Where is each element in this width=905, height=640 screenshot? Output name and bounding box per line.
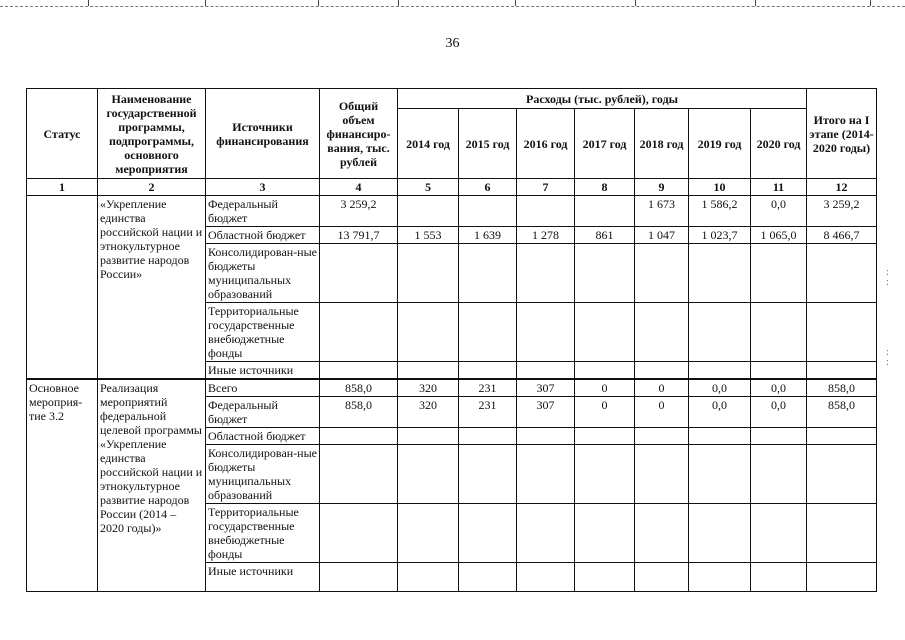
column-number: 2 <box>98 179 206 196</box>
scan-top-rule <box>0 6 905 7</box>
value-cell <box>320 244 398 303</box>
value-cell: 3 259,2 <box>320 196 398 227</box>
value-cell: 1 553 <box>398 227 459 244</box>
scan-tick <box>515 0 516 6</box>
value-cell <box>320 445 398 504</box>
value-cell: 0 <box>635 379 689 397</box>
value-cell <box>517 563 575 592</box>
column-number: 1 <box>27 179 98 196</box>
value-cell <box>807 428 877 445</box>
status-cell <box>27 196 98 380</box>
value-cell <box>635 428 689 445</box>
header-year: 2020 год <box>751 109 807 179</box>
value-cell: 231 <box>459 397 517 428</box>
value-cell <box>575 244 635 303</box>
table-row <box>27 379 877 397</box>
column-number: 9 <box>635 179 689 196</box>
value-cell <box>635 244 689 303</box>
value-cell: 0,0 <box>689 397 751 428</box>
value-cell: 1 047 <box>635 227 689 244</box>
value-cell <box>517 303 575 362</box>
value-cell <box>398 303 459 362</box>
value-cell <box>689 445 751 504</box>
value-cell: 231 <box>459 379 517 397</box>
value-cell <box>635 504 689 563</box>
scan-edge-mark: : : <box>886 267 889 288</box>
value-cell: 858,0 <box>320 397 398 428</box>
block-program <box>27 196 877 380</box>
value-cell: 0 <box>575 379 635 397</box>
program-name-cell: Реализация мероприятий федеральной целевой программы «Укрепление единства российской нации и этнокультурное развитие народов России (2014 – 2020 годы)» <box>98 379 206 592</box>
column-number-row <box>27 179 877 196</box>
scan-tick <box>635 0 636 6</box>
value-cell <box>459 428 517 445</box>
value-cell: 0,0 <box>751 379 807 397</box>
header-sources: Источники финансирования <box>206 89 320 179</box>
header-year: 2017 год <box>575 109 635 179</box>
column-number: 6 <box>459 179 517 196</box>
table-row <box>27 196 877 227</box>
header-status: Статус <box>27 89 98 179</box>
value-cell <box>575 563 635 592</box>
value-cell <box>751 504 807 563</box>
value-cell <box>459 244 517 303</box>
column-number: 11 <box>751 179 807 196</box>
value-cell <box>398 563 459 592</box>
value-cell <box>751 563 807 592</box>
value-cell <box>807 362 877 380</box>
value-cell: 0,0 <box>751 196 807 227</box>
value-cell: 1 639 <box>459 227 517 244</box>
value-cell <box>575 362 635 380</box>
column-number: 4 <box>320 179 398 196</box>
value-cell <box>459 445 517 504</box>
value-cell <box>807 445 877 504</box>
value-cell <box>398 362 459 380</box>
value-cell <box>751 445 807 504</box>
source-cell: Всего <box>206 379 320 397</box>
value-cell: 0,0 <box>751 397 807 428</box>
scan-tick <box>870 0 871 6</box>
value-cell <box>635 303 689 362</box>
page-number: 36 <box>445 36 460 51</box>
source-cell: Федеральный бюджет <box>206 196 320 227</box>
column-number: 5 <box>398 179 459 196</box>
value-cell <box>459 563 517 592</box>
value-cell: 1 065,0 <box>751 227 807 244</box>
value-cell <box>459 196 517 227</box>
program-name-cell: «Укрепление единства российской нации и этнокультурное развитие народов России» <box>98 196 206 380</box>
block-main-activity-3-2 <box>27 379 877 592</box>
value-cell: 320 <box>398 379 459 397</box>
header-name: Наименование государственной программы, подпрограммы, основного мероприятия <box>98 89 206 179</box>
header-year: 2018 год <box>635 109 689 179</box>
scan-edge-mark: : : <box>886 347 889 368</box>
value-cell <box>751 244 807 303</box>
value-cell <box>320 563 398 592</box>
value-cell <box>398 196 459 227</box>
scan-tick <box>205 0 206 6</box>
value-cell <box>689 504 751 563</box>
value-cell: 858,0 <box>807 397 877 428</box>
column-number: 8 <box>575 179 635 196</box>
budget-table <box>26 88 877 592</box>
value-cell <box>320 303 398 362</box>
column-number: 10 <box>689 179 751 196</box>
value-cell: 320 <box>398 397 459 428</box>
value-cell <box>689 563 751 592</box>
value-cell <box>575 445 635 504</box>
value-cell: 0,0 <box>689 379 751 397</box>
source-cell: Консолидирован-ные бюджеты муниципальных образований <box>206 445 320 504</box>
value-cell <box>635 445 689 504</box>
header-year: 2014 год <box>398 109 459 179</box>
value-cell <box>807 563 877 592</box>
value-cell <box>320 362 398 380</box>
source-cell: Иные источники <box>206 362 320 380</box>
column-number: 3 <box>206 179 320 196</box>
scan-tick <box>318 0 319 6</box>
value-cell <box>689 362 751 380</box>
value-cell: 1 278 <box>517 227 575 244</box>
value-cell <box>751 362 807 380</box>
value-cell <box>575 303 635 362</box>
value-cell <box>398 244 459 303</box>
value-cell <box>807 303 877 362</box>
source-cell: Областной бюджет <box>206 227 320 244</box>
source-cell: Территориальные государственные внебюджетные фонды <box>206 504 320 563</box>
value-cell: 0 <box>575 397 635 428</box>
value-cell: 3 259,2 <box>807 196 877 227</box>
header-year: 2016 год <box>517 109 575 179</box>
value-cell <box>459 362 517 380</box>
value-cell <box>459 504 517 563</box>
table-header <box>27 89 877 196</box>
value-cell <box>807 244 877 303</box>
value-cell <box>575 196 635 227</box>
value-cell: 858,0 <box>320 379 398 397</box>
value-cell <box>517 504 575 563</box>
value-cell: 8 466,7 <box>807 227 877 244</box>
value-cell: 1 586,2 <box>689 196 751 227</box>
source-cell: Иные источники <box>206 563 320 592</box>
value-cell: 1 673 <box>635 196 689 227</box>
value-cell <box>689 244 751 303</box>
value-cell <box>517 244 575 303</box>
value-cell <box>517 362 575 380</box>
scan-tick <box>755 0 756 6</box>
column-number: 12 <box>807 179 877 196</box>
value-cell <box>459 303 517 362</box>
status-cell: Основное мероприя-тие 3.2 <box>27 379 98 592</box>
value-cell <box>807 504 877 563</box>
header-year: 2015 год <box>459 109 517 179</box>
value-cell: 13 791,7 <box>320 227 398 244</box>
value-cell: 307 <box>517 379 575 397</box>
value-cell <box>689 303 751 362</box>
header-expenses: Расходы (тыс. рублей), годы <box>398 89 807 109</box>
value-cell <box>751 303 807 362</box>
header-stage-total: Итого на I этапе (2014-2020 годы) <box>807 89 877 179</box>
scan-tick <box>398 0 399 6</box>
value-cell <box>689 428 751 445</box>
value-cell <box>320 504 398 563</box>
value-cell <box>635 563 689 592</box>
value-cell <box>320 428 398 445</box>
value-cell <box>398 504 459 563</box>
header-total-volume: Общий объем финансиро-вания, тыс. рублей <box>320 89 398 179</box>
value-cell <box>398 445 459 504</box>
value-cell <box>517 428 575 445</box>
column-number: 7 <box>517 179 575 196</box>
source-cell: Консолидирован-ные бюджеты муниципальных образований <box>206 244 320 303</box>
source-cell: Областной бюджет <box>206 428 320 445</box>
value-cell <box>398 428 459 445</box>
value-cell: 1 023,7 <box>689 227 751 244</box>
value-cell: 861 <box>575 227 635 244</box>
value-cell <box>575 504 635 563</box>
value-cell <box>751 428 807 445</box>
header-year: 2019 год <box>689 109 751 179</box>
value-cell <box>517 445 575 504</box>
scan-tick <box>88 0 89 6</box>
source-cell: Территориальные государственные внебюджетные фонды <box>206 303 320 362</box>
value-cell: 307 <box>517 397 575 428</box>
value-cell <box>635 362 689 380</box>
source-cell: Федеральный бюджет <box>206 397 320 428</box>
value-cell <box>517 196 575 227</box>
value-cell <box>575 428 635 445</box>
value-cell: 858,0 <box>807 379 877 397</box>
value-cell: 0 <box>635 397 689 428</box>
